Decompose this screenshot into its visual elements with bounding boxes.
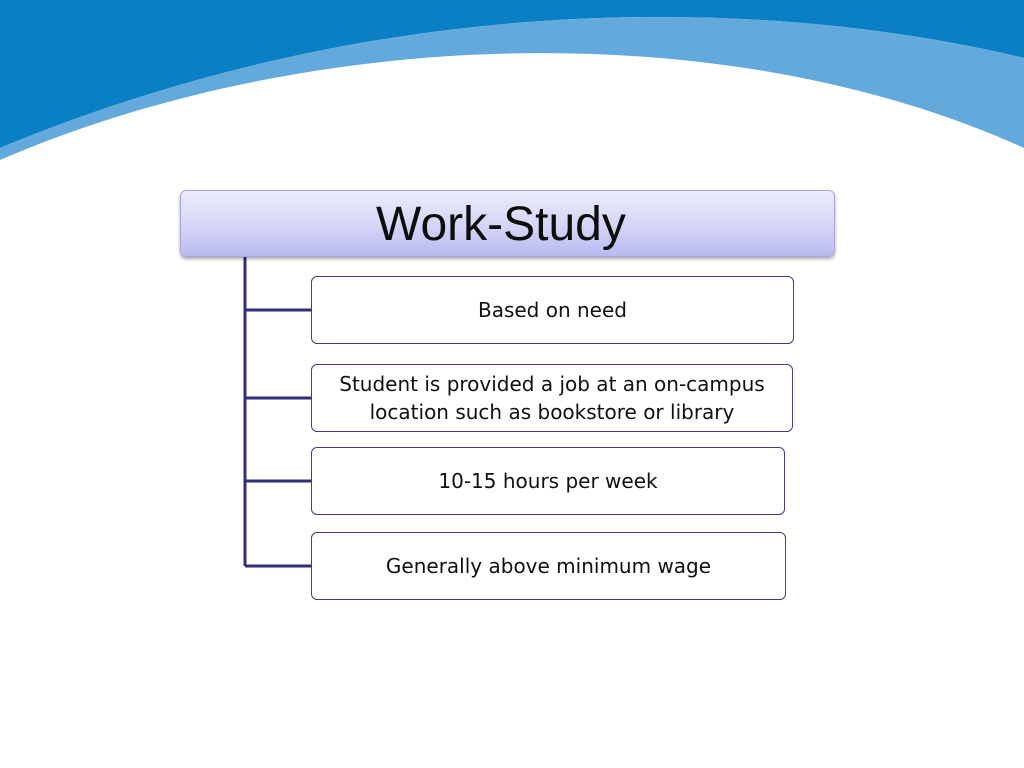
title-box — [180, 190, 835, 257]
item-box-hours: 10-15 hours per week — [311, 447, 785, 515]
item-box-need: Based on need — [311, 276, 794, 344]
diagram-title: Work-Study — [376, 198, 626, 251]
item-box-job: Student is provided a job at an on-campus location such as bookstore or library — [311, 364, 793, 432]
item-box-wage: Generally above minimum wage — [311, 532, 786, 600]
